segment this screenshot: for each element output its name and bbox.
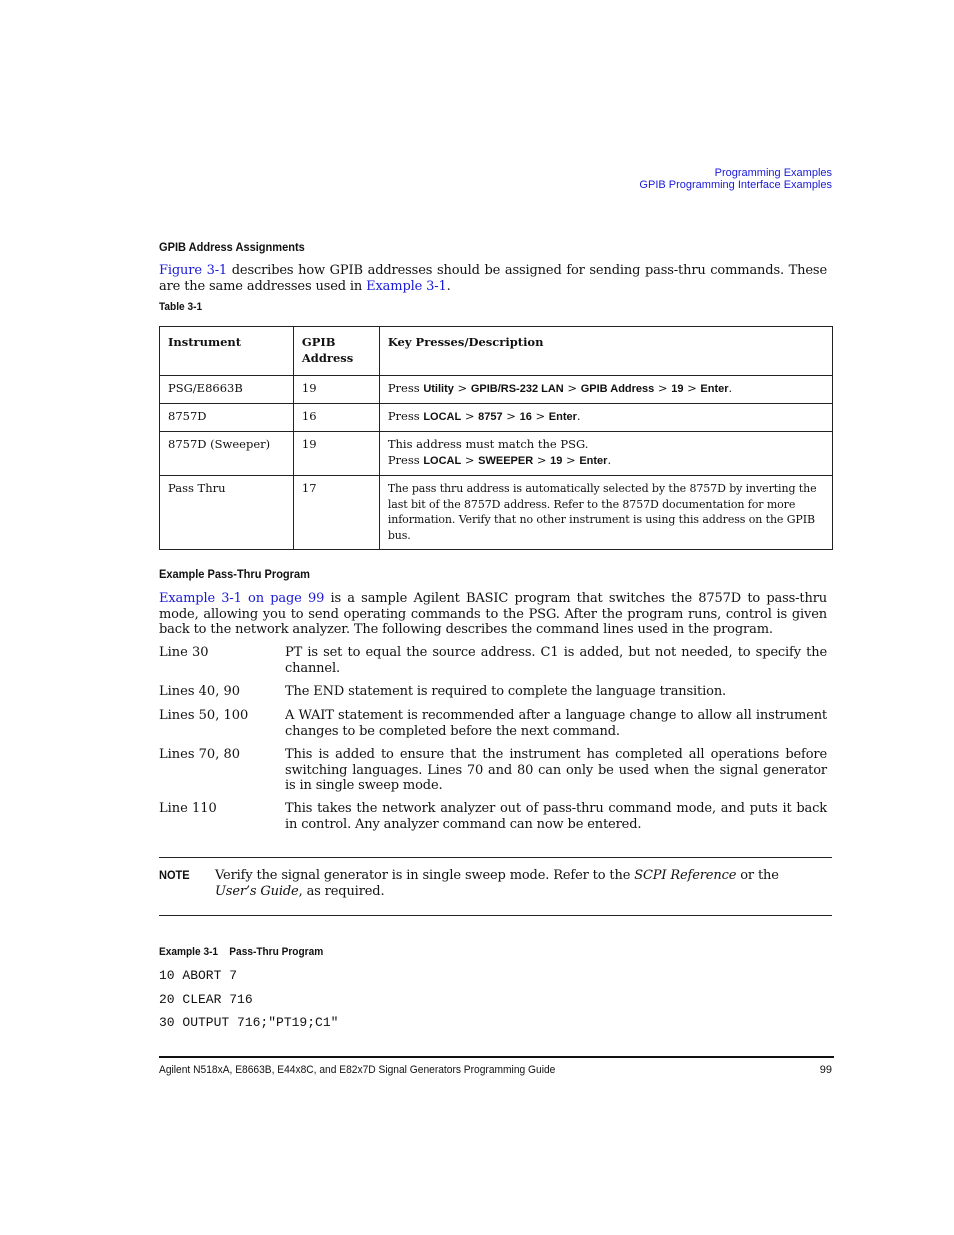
key-utility: Utility	[423, 383, 454, 395]
code-line: 10 ABORT 7	[159, 968, 238, 983]
cell-keys	[379, 432, 832, 476]
line-desc: A WAIT statement is recommended after a language change to allow all instrument changes to be completed before the next command.	[285, 708, 827, 739]
sep: >	[563, 381, 581, 395]
sep: >	[502, 409, 520, 423]
line-term: Lines 50, 100	[159, 708, 249, 723]
paragraph-text: .	[446, 278, 451, 294]
cell-instrument: Pass Thru	[160, 476, 294, 550]
cell-address: 19	[293, 376, 379, 404]
paragraph-text: describes how GPIB addresses should be assigned for sending pass-thru commands. These are the same addresses used in	[159, 263, 827, 294]
cell-address: 16	[293, 404, 379, 432]
key-8757: 8757	[478, 411, 503, 423]
code-line: 30 OUTPUT 716;"PT19;C1"	[159, 1015, 339, 1030]
col-header-key-presses: Key Presses/Description	[379, 327, 832, 376]
cell-instrument: 8757D (Sweeper)	[160, 432, 294, 476]
cell-keys	[379, 404, 832, 432]
sep: >	[531, 409, 549, 423]
note-part: Verify the signal generator is in single sweep mode. Refer to the	[215, 868, 635, 883]
sep: >	[562, 452, 580, 467]
paragraph-text: is a sample Agilent BASIC program that switches the 8757D to pass-thru mode, allowing you to send operating commands to the PSG. After the program runs, control is given back to the network analyzer. The following describes the command lines used in the program.	[159, 591, 827, 637]
note-top-rule	[159, 857, 832, 858]
line-desc: PT is set to equal the source address. C1 is added, but not needed, to specify the channel.	[285, 645, 827, 676]
col-header-instrument: Instrument	[160, 327, 294, 376]
example-program-paragraph	[159, 591, 827, 638]
note-part: , as required.	[298, 883, 385, 899]
line-desc: The END statement is required to complete the language transition.	[285, 684, 727, 699]
table-row	[160, 476, 833, 550]
sep: >	[683, 381, 701, 395]
table-row	[160, 404, 833, 432]
end-period: .	[728, 381, 733, 395]
users-guide-title: User’s Guide	[215, 883, 299, 899]
header-chapter-link[interactable]: Programming Examples	[714, 167, 832, 179]
line-term: Line 30	[159, 645, 209, 660]
header-section-link[interactable]: GPIB Programming Interface Examples	[639, 179, 832, 191]
sep: >	[461, 452, 479, 467]
cell-instrument: 8757D	[160, 404, 294, 432]
line-term: Lines 40, 90	[159, 684, 241, 699]
sep: >	[533, 452, 551, 467]
col-header-gpib-address: GPIB Address	[293, 327, 379, 376]
example-3-1-link[interactable]: Example 3-1	[366, 278, 447, 294]
gpib-assign-heading: GPIB Address Assignments	[159, 240, 305, 254]
code-line: 20 CLEAR 716	[159, 992, 253, 1007]
cell-description: The pass thru address is automatically selected by the 8757D by inverting the last bit of the 8757D address. Refer to the 8757D documentation for more information. Verify that no other instrument is using this address on the GPIB bus.	[379, 476, 832, 550]
sep: >	[461, 409, 479, 423]
page-number: 99	[819, 1064, 832, 1076]
note-part: or the	[736, 868, 779, 883]
line-desc: This is added to ensure that the instrument has completed all operations before switching languages. Lines 70 and 80 can only be used when the signal generator is in single sweep mode.	[285, 747, 827, 793]
cell-instrument: PSG/E8663B	[160, 376, 294, 404]
scpi-reference-title: SCPI Reference	[634, 868, 737, 883]
cell-keys	[379, 376, 832, 404]
gpib-assign-paragraph	[159, 263, 827, 294]
running-header	[639, 167, 832, 191]
table-header-row	[160, 327, 833, 376]
desc-line: This address must match the PSG.	[387, 437, 589, 451]
cell-address: 17	[293, 476, 379, 550]
example-caption: Example 3-1 Pass-Thru Program	[159, 946, 324, 958]
line-term: Line 110	[159, 801, 217, 816]
note-label: NOTE	[159, 868, 190, 882]
key-sweeper: SWEEPER	[478, 454, 534, 467]
line-desc: This takes the network analyzer out of pass-thru command mode, and puts it back in control. Any analyzer command can now be entered.	[285, 801, 827, 832]
end-period: .	[576, 409, 581, 423]
line-term: Lines 70, 80	[159, 747, 241, 762]
press-text: Press	[387, 381, 424, 395]
key-local: LOCAL	[423, 411, 462, 423]
note-text	[215, 868, 800, 899]
footer-rule	[159, 1056, 834, 1058]
key-gpib-address: GPIB Address	[580, 383, 655, 395]
key-19: 19	[550, 454, 563, 467]
key-19: 19	[671, 383, 684, 395]
footer-title: Agilent N518xA, E8663B, E44x8C, and E82x7D Signal Generators Programming Guide	[159, 1064, 556, 1076]
sep: >	[654, 381, 672, 395]
gpib-address-table	[159, 326, 833, 550]
table-row	[160, 376, 833, 404]
key-enter: Enter	[548, 411, 577, 423]
example-3-1-page-link[interactable]: Example 3-1 on page 99	[159, 591, 325, 606]
table-row	[160, 432, 833, 476]
key-enter: Enter	[700, 383, 729, 395]
press-text: Press	[387, 452, 424, 467]
end-period: .	[607, 452, 612, 467]
key-gpib-rs232-lan: GPIB/RS-232 LAN	[470, 383, 564, 395]
key-16: 16	[519, 411, 532, 423]
key-line	[388, 453, 824, 470]
example-program-heading: Example Pass-Thru Program	[159, 567, 310, 581]
sep: >	[453, 381, 471, 395]
key-local: LOCAL	[423, 454, 462, 467]
figure-3-1-link[interactable]: Figure 3-1	[159, 263, 228, 278]
key-enter: Enter	[579, 454, 608, 467]
table-caption: Table 3-1	[159, 301, 203, 313]
press-text: Press	[387, 409, 424, 423]
cell-address: 19	[293, 432, 379, 476]
note-bottom-rule	[159, 915, 832, 916]
